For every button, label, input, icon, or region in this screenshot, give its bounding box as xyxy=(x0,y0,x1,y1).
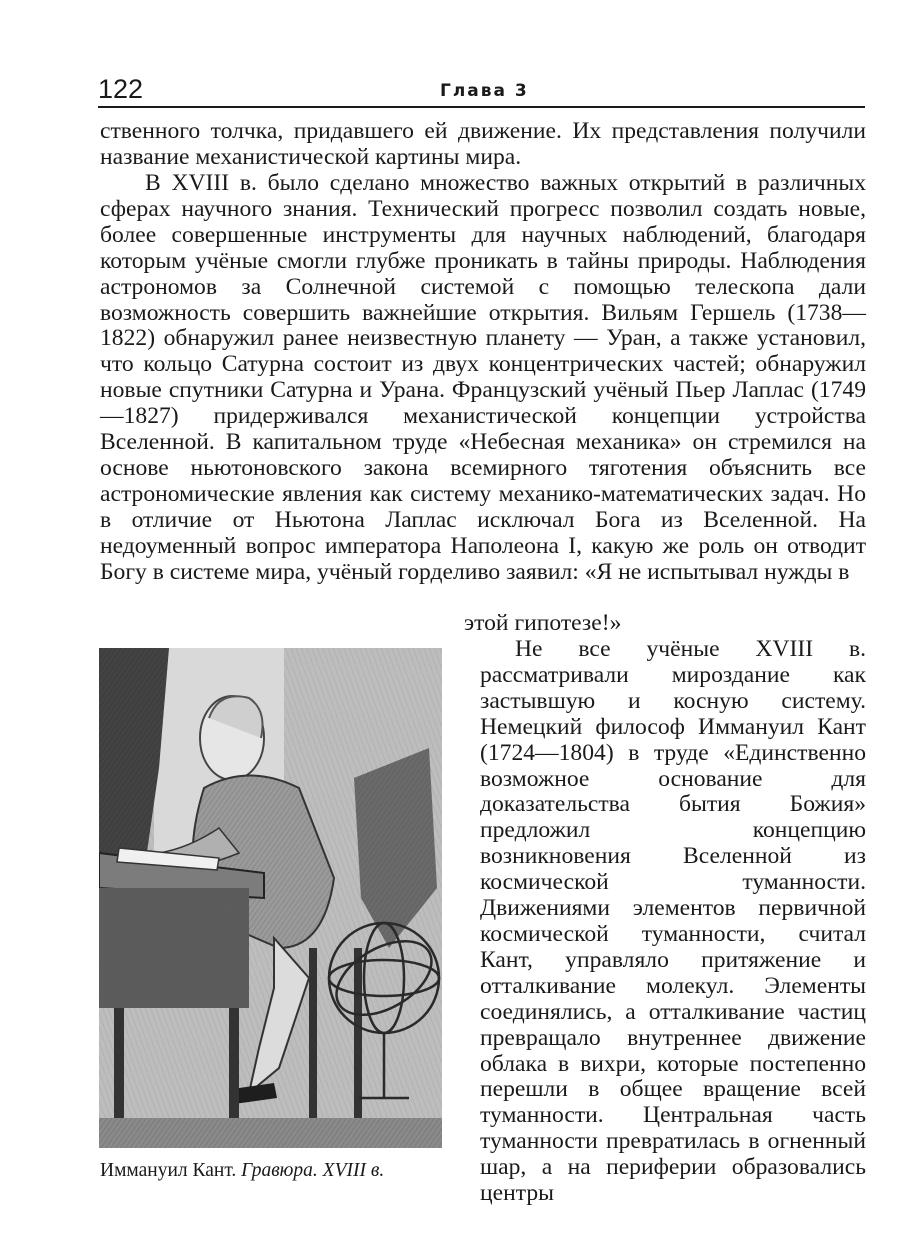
paragraph-continuation: ственного толчка, придавшего ей движение. Их представления получили название механистической картины мира. xyxy=(100,118,866,170)
page-number: 122 xyxy=(98,74,144,104)
paragraph-discoveries: В XVIII в. было сделано множество важных открытий в различных сферах научного знания. Технический прогресс позволил создать новые, более совершенные инструменты для научных наблюдений, благодаря которым учёные смогли глубже проникать в тайны природы. Наблюдения астрономов за Солнечной системой с помощью телескопа дали возможность совершить важнейшие открытия. Вильям Гершель (1738—1822) обнаружил ранее неизвестную планету — Уран, а также установил, что кольцо Сатурна состоит из двух концентрических частей; обнаружил новые спутники Сатурна и Урана. Французский учёный Пьер Лаплас (1749—1827) придерживался механистической концепции устройства Вселенной. В капитальном труде «Небесная механика» он стремился на основе ньютоновского закона всемирного тяготения объяснить все астрономические явления как систему механико-математических задач. Но в отличие от Ньютона Лаплас исключал Бога из Вселенной. На недоуменный вопрос императора Наполеона I, какую же роль он отводит Богу в системе мира, учёный горделиво заявил: «Я не испытывал нужды в xyxy=(100,170,866,585)
paragraph-discoveries-end: этой гипотезе!» xyxy=(464,610,622,636)
caption-note: Гравюра. XVIII в. xyxy=(241,1160,385,1181)
kant-engraving xyxy=(99,648,442,1148)
paragraph-kant: Не все учёные XVIII в. рассматривали мироздание как застывшую и косную систему. Немецкий философ Иммануил Кант (1724—1804) в труде «Единственно возможное основание для доказательства бытия Божия» предложил концепцию возникновения Вселенной из космической туманности. Движениями элементов первичной космической туманности, считал Кант, управляло притяжение и отталкивание молекул. Элементы соединялись, а отталкивание частиц превращало внутреннее движение облака в вихри, которые постепенно перешли в общее вращение всей туманности. Центральная часть туманности превратилась в огненный шар, а на периферии образовались центры xyxy=(480,636,866,1207)
running-header xyxy=(98,72,865,108)
figure-caption xyxy=(100,1158,445,1184)
engraving-illustration xyxy=(99,648,442,1148)
chapter-title: Глава 3 xyxy=(440,81,529,101)
caption-name: Иммануил Кант. xyxy=(100,1160,237,1181)
